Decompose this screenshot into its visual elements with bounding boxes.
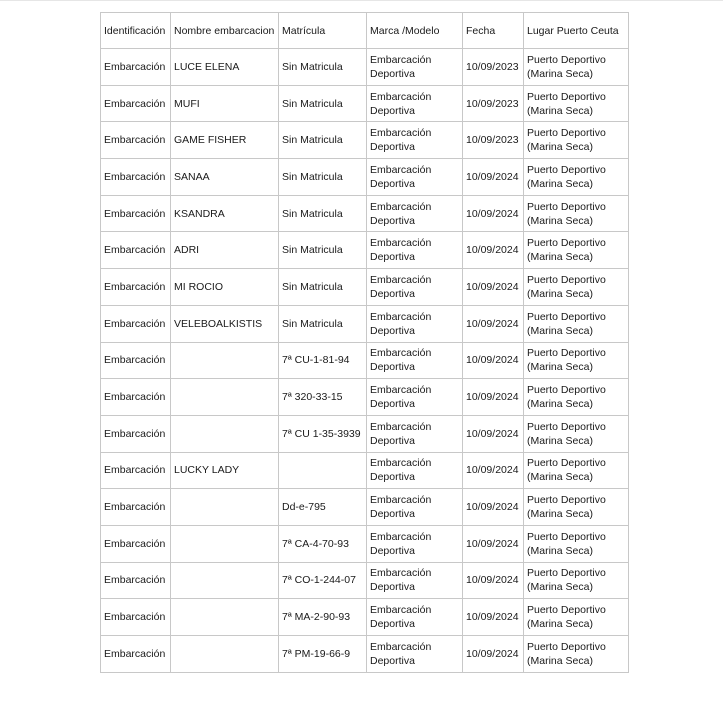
- cell-identificacion: Embarcación: [101, 342, 171, 379]
- cell-lugar: Puerto Deportivo (Marina Seca): [524, 49, 629, 86]
- cell-marca-modelo: Embarcación Deportiva: [367, 562, 463, 599]
- cell-matricula: 7ª PM-19-66-9: [279, 636, 367, 673]
- cell-matricula: Sin Matricula: [279, 49, 367, 86]
- cell-nombre: VELEBOALKISTIS: [171, 305, 279, 342]
- cell-matricula: 7ª CU 1-35-3939: [279, 415, 367, 452]
- vessel-registry-table: [100, 12, 629, 673]
- cell-matricula: Sin Matricula: [279, 85, 367, 122]
- cell-fecha: 10/09/2024: [463, 269, 524, 306]
- cell-fecha: 10/09/2024: [463, 415, 524, 452]
- table-body: [101, 49, 629, 673]
- cell-marca-modelo: Embarcación Deportiva: [367, 379, 463, 416]
- cell-marca-modelo: Embarcación Deportiva: [367, 342, 463, 379]
- cell-identificacion: Embarcación: [101, 195, 171, 232]
- cell-marca-modelo: Embarcación Deportiva: [367, 85, 463, 122]
- cell-fecha: 10/09/2024: [463, 305, 524, 342]
- cell-lugar: Puerto Deportivo (Marina Seca): [524, 525, 629, 562]
- cell-nombre: LUCKY LADY: [171, 452, 279, 489]
- cell-matricula: 7ª 320-33-15: [279, 379, 367, 416]
- cell-fecha: 10/09/2023: [463, 122, 524, 159]
- cell-fecha: 10/09/2024: [463, 489, 524, 526]
- cell-marca-modelo: Embarcación Deportiva: [367, 195, 463, 232]
- table-row: [101, 269, 629, 306]
- cell-matricula: Sin Matricula: [279, 232, 367, 269]
- cell-fecha: 10/09/2024: [463, 232, 524, 269]
- cell-lugar: Puerto Deportivo (Marina Seca): [524, 489, 629, 526]
- table-row: [101, 636, 629, 673]
- cell-identificacion: Embarcación: [101, 49, 171, 86]
- cell-nombre: [171, 415, 279, 452]
- cell-fecha: 10/09/2023: [463, 85, 524, 122]
- table-header: [101, 13, 629, 49]
- cell-matricula: 7ª MA-2-90-93: [279, 599, 367, 636]
- table-row: [101, 342, 629, 379]
- cell-lugar: Puerto Deportivo (Marina Seca): [524, 599, 629, 636]
- cell-identificacion: Embarcación: [101, 232, 171, 269]
- table-row: [101, 305, 629, 342]
- cell-lugar: Puerto Deportivo (Marina Seca): [524, 452, 629, 489]
- header-nombre-embarcacion: Nombre embarcacion: [171, 13, 279, 49]
- cell-marca-modelo: Embarcación Deportiva: [367, 636, 463, 673]
- cell-nombre: [171, 379, 279, 416]
- cell-marca-modelo: Embarcación Deportiva: [367, 489, 463, 526]
- cell-identificacion: Embarcación: [101, 379, 171, 416]
- cell-fecha: 10/09/2024: [463, 342, 524, 379]
- cell-matricula: 7ª CO-1-244-07: [279, 562, 367, 599]
- cell-matricula: Dd-e-795: [279, 489, 367, 526]
- cell-marca-modelo: Embarcación Deportiva: [367, 159, 463, 196]
- cell-fecha: 10/09/2024: [463, 636, 524, 673]
- table-row: [101, 195, 629, 232]
- table-row: [101, 415, 629, 452]
- cell-matricula: 7ª CA-4-70-93: [279, 525, 367, 562]
- table-row: [101, 122, 629, 159]
- cell-marca-modelo: Embarcación Deportiva: [367, 599, 463, 636]
- cell-lugar: Puerto Deportivo (Marina Seca): [524, 232, 629, 269]
- cell-nombre: GAME FISHER: [171, 122, 279, 159]
- cell-marca-modelo: Embarcación Deportiva: [367, 452, 463, 489]
- cell-lugar: Puerto Deportivo (Marina Seca): [524, 636, 629, 673]
- header-marca-modelo: Marca /Modelo: [367, 13, 463, 49]
- cell-fecha: 10/09/2024: [463, 525, 524, 562]
- table-row: [101, 49, 629, 86]
- cell-identificacion: Embarcación: [101, 599, 171, 636]
- cell-marca-modelo: Embarcación Deportiva: [367, 525, 463, 562]
- cell-fecha: 10/09/2024: [463, 379, 524, 416]
- cell-nombre: MI ROCIO: [171, 269, 279, 306]
- cell-fecha: 10/09/2024: [463, 195, 524, 232]
- header-row: [101, 13, 629, 49]
- cell-marca-modelo: Embarcación Deportiva: [367, 269, 463, 306]
- cell-identificacion: Embarcación: [101, 636, 171, 673]
- cell-identificacion: Embarcación: [101, 159, 171, 196]
- cell-identificacion: Embarcación: [101, 269, 171, 306]
- header-identificacion: Identificación: [101, 13, 171, 49]
- cell-matricula: [279, 452, 367, 489]
- cell-marca-modelo: Embarcación Deportiva: [367, 49, 463, 86]
- cell-lugar: Puerto Deportivo (Marina Seca): [524, 562, 629, 599]
- cell-fecha: 10/09/2024: [463, 562, 524, 599]
- cell-lugar: Puerto Deportivo (Marina Seca): [524, 122, 629, 159]
- cell-identificacion: Embarcación: [101, 489, 171, 526]
- header-matricula: Matrícula: [279, 13, 367, 49]
- cell-matricula: Sin Matricula: [279, 159, 367, 196]
- cell-identificacion: Embarcación: [101, 452, 171, 489]
- cell-matricula: Sin Matricula: [279, 269, 367, 306]
- header-fecha: Fecha: [463, 13, 524, 49]
- cell-fecha: 10/09/2024: [463, 599, 524, 636]
- cell-fecha: 10/09/2024: [463, 452, 524, 489]
- table-row: [101, 599, 629, 636]
- cell-matricula: Sin Matricula: [279, 195, 367, 232]
- cell-nombre: [171, 342, 279, 379]
- cell-matricula: Sin Matricula: [279, 305, 367, 342]
- cell-nombre: SANAA: [171, 159, 279, 196]
- table-row: [101, 232, 629, 269]
- cell-nombre: MUFI: [171, 85, 279, 122]
- table-row: [101, 85, 629, 122]
- cell-lugar: Puerto Deportivo (Marina Seca): [524, 269, 629, 306]
- cell-nombre: [171, 636, 279, 673]
- cell-fecha: 10/09/2024: [463, 159, 524, 196]
- table-row: [101, 489, 629, 526]
- page-top-border: [0, 0, 723, 1]
- cell-nombre: [171, 525, 279, 562]
- cell-nombre: [171, 489, 279, 526]
- table-row: [101, 379, 629, 416]
- cell-fecha: 10/09/2023: [463, 49, 524, 86]
- cell-nombre: [171, 599, 279, 636]
- cell-lugar: Puerto Deportivo (Marina Seca): [524, 342, 629, 379]
- cell-nombre: LUCE ELENA: [171, 49, 279, 86]
- table-row: [101, 159, 629, 196]
- cell-identificacion: Embarcación: [101, 305, 171, 342]
- cell-identificacion: Embarcación: [101, 415, 171, 452]
- cell-lugar: Puerto Deportivo (Marina Seca): [524, 415, 629, 452]
- cell-nombre: [171, 562, 279, 599]
- cell-nombre: KSANDRA: [171, 195, 279, 232]
- cell-lugar: Puerto Deportivo (Marina Seca): [524, 195, 629, 232]
- cell-matricula: 7ª CU-1-81-94: [279, 342, 367, 379]
- table-row: [101, 562, 629, 599]
- cell-identificacion: Embarcación: [101, 562, 171, 599]
- cell-identificacion: Embarcación: [101, 85, 171, 122]
- cell-marca-modelo: Embarcación Deportiva: [367, 305, 463, 342]
- table-row: [101, 452, 629, 489]
- cell-marca-modelo: Embarcación Deportiva: [367, 122, 463, 159]
- header-lugar-puerto: Lugar Puerto Ceuta: [524, 13, 629, 49]
- cell-lugar: Puerto Deportivo (Marina Seca): [524, 85, 629, 122]
- cell-matricula: Sin Matricula: [279, 122, 367, 159]
- cell-identificacion: Embarcación: [101, 122, 171, 159]
- cell-identificacion: Embarcación: [101, 525, 171, 562]
- cell-marca-modelo: Embarcación Deportiva: [367, 232, 463, 269]
- table-row: [101, 525, 629, 562]
- cell-lugar: Puerto Deportivo (Marina Seca): [524, 379, 629, 416]
- cell-marca-modelo: Embarcación Deportiva: [367, 415, 463, 452]
- cell-nombre: ADRI: [171, 232, 279, 269]
- cell-lugar: Puerto Deportivo (Marina Seca): [524, 159, 629, 196]
- cell-lugar: Puerto Deportivo (Marina Seca): [524, 305, 629, 342]
